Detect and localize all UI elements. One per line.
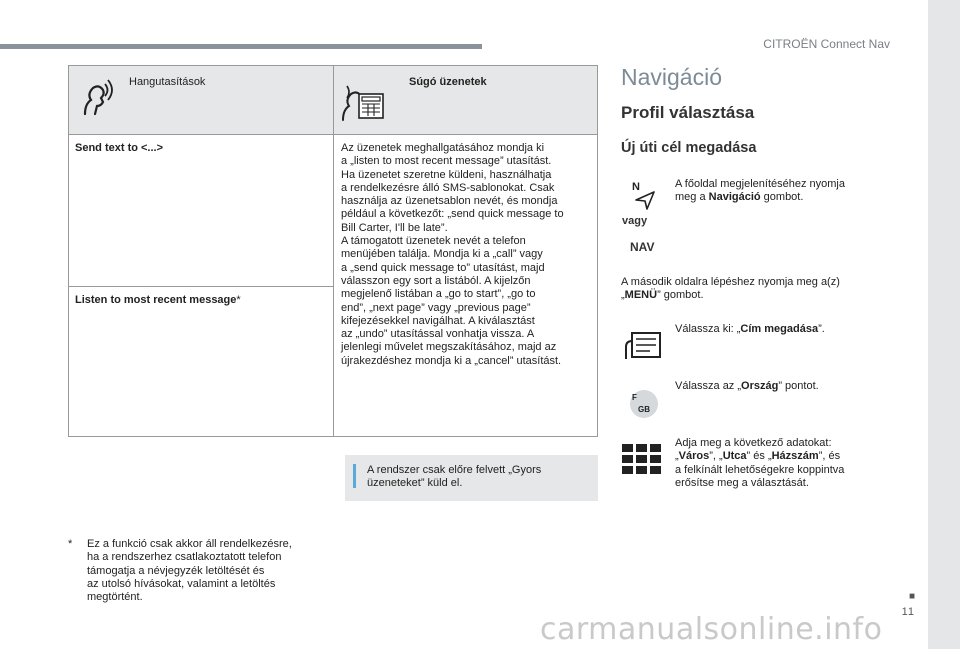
step2-line2: [621, 289, 840, 302]
step5-line2: [675, 450, 844, 463]
col1-header: Hangutasítások: [129, 76, 206, 88]
section-title: Navigáció: [621, 64, 722, 90]
text-span: ” és „: [746, 450, 772, 463]
watermark: carmanualsonline.info: [540, 612, 883, 647]
help-line: újrakezdéshez mondja ki a „cancel” utasítást.: [341, 354, 562, 367]
text-span: ”.: [818, 323, 825, 335]
info-icon: [353, 464, 356, 488]
command-listen-recent: [75, 294, 241, 307]
text-span: ” gombot.: [657, 289, 704, 302]
footnote-line: támogatja a névjegyzék letöltését és: [87, 564, 265, 577]
text-span: ”, „: [709, 450, 723, 463]
step5-line: a felkínált lehetőségekre koppintva: [675, 463, 845, 476]
help-text: [341, 142, 596, 368]
text-span-bold: Navigáció: [708, 191, 761, 204]
footnote-marker: *: [68, 538, 73, 550]
text-span-bold: Város: [678, 450, 710, 463]
footnote-line: megtörtént.: [87, 591, 143, 604]
help-line: kifejezésekkel navigálhat. A kiválasztást: [341, 314, 535, 327]
step1-line2: [675, 191, 845, 204]
help-line: például a következőt: „send quick message to: [341, 208, 564, 221]
info-text: [367, 464, 587, 491]
text-span: „: [675, 450, 679, 463]
help-line: A támogatott üzenetek nevét a telefon: [341, 235, 526, 248]
or-label: vagy: [622, 215, 648, 227]
keyboard-grid-icon: [622, 444, 662, 474]
address-entry-icon: [624, 325, 662, 361]
command-listen-label: Listen to most recent message: [75, 294, 237, 306]
help-line: a rendelkezésre álló SMS-sablonokat. Csak: [341, 181, 555, 194]
help-line: az „undo” utasítással vonhatja vissza. A: [341, 328, 535, 341]
table-column-divider: [333, 66, 334, 436]
footnote-line: ha a rendszerhez csatlakoztatott telefon: [87, 551, 282, 564]
country-flag-icon: [624, 388, 664, 420]
voice-help-icon: [341, 76, 387, 122]
text-span: ” pontot.: [778, 380, 819, 392]
step2-text: [621, 276, 840, 303]
text-span: „: [621, 289, 625, 302]
help-line: Bill Carter, I'll be late”.: [341, 221, 448, 234]
footnote-line: Ez a funkció csak akkor áll rendelkezésre,: [87, 538, 292, 550]
text-span-bold: Utca: [722, 450, 747, 463]
step2-line: A második oldalra lépéshez nyomja meg a(z): [621, 276, 840, 288]
table-row-divider: [69, 286, 333, 287]
step3-text: [675, 323, 825, 336]
text-span: meg a: [675, 191, 709, 204]
help-line: end”, „next page” vagy „previous page”: [341, 301, 531, 314]
info-box: [345, 455, 598, 501]
help-line: Ha üzenetet szeretne küldeni, használhatja: [341, 168, 552, 181]
nav-button-icon: NAV: [630, 240, 655, 254]
text-span-bold: Ország: [741, 380, 779, 392]
flag-text-top: F: [632, 393, 637, 402]
subsection-title: Profil választása: [621, 103, 755, 122]
info-line: A rendszer csak előre felvett „Gyors: [367, 464, 542, 476]
navigation-arrow-icon: [634, 190, 656, 210]
help-line: jelenlegi művelet megszakításához, majd az: [341, 341, 557, 354]
help-line: használja az üzenetsablon nevét, és mondja: [341, 195, 558, 208]
voice-commands-table: [68, 65, 598, 437]
info-line: üzeneteket” küld el.: [367, 477, 463, 490]
help-line: Az üzenetek meghallgatásához mondja ki: [341, 142, 545, 154]
help-line: menüjében találja. Mondja ki a „call” vagy: [341, 248, 543, 261]
footnote-line: az utolsó hívásokat, valamint a letöltés: [87, 577, 276, 590]
step1-text: [675, 178, 845, 205]
text-span: ”, és: [818, 450, 841, 463]
page-edge-strip: [928, 0, 960, 649]
text-span-bold: Cím megadása: [740, 323, 819, 335]
header-bar: [0, 44, 482, 49]
continued-marker: ■: [908, 591, 915, 602]
help-line: válasszon egy sort a listából. A kijelzőn: [341, 274, 531, 287]
text-span-bold: MENÜ: [624, 289, 658, 302]
flag-text-bottom: GB: [638, 405, 650, 414]
north-letter: N: [632, 181, 640, 193]
command-listen-marker: *: [236, 294, 241, 306]
text-span: gombot.: [760, 191, 804, 204]
step4-text: [675, 380, 819, 393]
page-number: 11: [901, 606, 915, 618]
text-span: Válassza az „: [675, 380, 742, 392]
text-span: Válassza ki: „: [675, 323, 741, 335]
text-span-bold: Házszám: [771, 450, 819, 463]
footnote-text: [87, 538, 337, 604]
voice-command-icon: [81, 76, 117, 116]
help-line: megjelenő listában a „go to start”, „go to: [341, 288, 536, 301]
step5-line: Adja meg a következő adatokat:: [675, 437, 832, 449]
step5-line: erősítse meg a választását.: [675, 476, 809, 489]
command-send-text: Send text to <...>: [75, 142, 164, 154]
col2-header: Súgó üzenetek: [409, 76, 487, 88]
topic-title: Új úti cél megadása: [621, 140, 757, 156]
step5-text: [675, 437, 844, 490]
step1-line: A főoldal megjelenítéséhez nyomja: [675, 178, 845, 190]
help-line: a „listen to most recent message” utasítást.: [341, 155, 552, 168]
help-line: a „send quick message to” utasítást, majd: [341, 261, 545, 274]
brand-label: CITROËN Connect Nav: [763, 37, 890, 51]
